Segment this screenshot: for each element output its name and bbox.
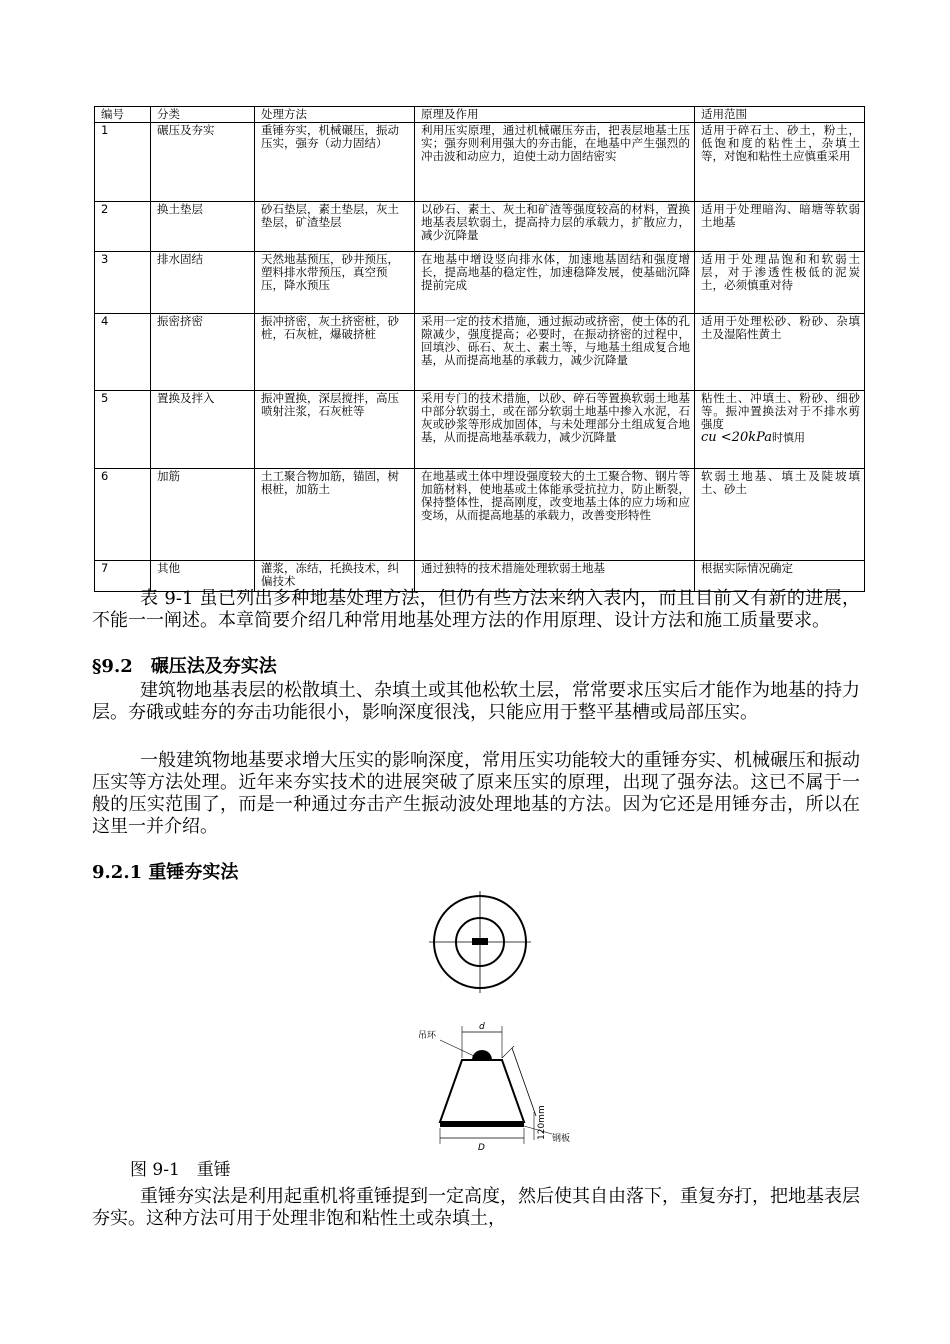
scope-tail: 时慎用 xyxy=(772,431,806,444)
cell-methods: 振冲置换，深层搅拌，高压喷射注浆，石灰桩等 xyxy=(255,391,415,469)
cell-number: 2 xyxy=(95,202,151,252)
table-row xyxy=(95,252,865,314)
section-heading-9-2: §9.2 碾压法及夯实法 xyxy=(92,656,277,677)
header-method: 处理方法 xyxy=(255,107,415,123)
cell-methods: 天然地基预压，砂井预压，塑料排水带预压，真空预压，降水预压 xyxy=(255,252,415,314)
header-scope: 适用范围 xyxy=(695,107,865,123)
cell-principle: 在地基或土体中埋设强度较大的土工聚合物、钢片等加筋材料，使地基或土体能承受抗拉力，防止断裂，保持整体性，提高刚度，改变地基土体的应力场和应变场，从而提高地基的承载力，改善变形特性 xyxy=(415,469,695,561)
table-row xyxy=(95,314,865,391)
paragraph-table-note: 表 9-1 虽已列出多种地基处理方法，但仍有些方法来纳入表内，而且目前又有新的进展，不能一一阐述。本章简要介绍几种常用地基处理方法的作用原理、设计方法和施工质量要求。 xyxy=(92,588,860,631)
cell-scope: 适用于处理松砂、粉砂、杂填土及湿陷性黄土 xyxy=(695,314,865,391)
cell-principle: 采用专门的技术措施，以砂、碎石等置换软弱土地基中部分软弱土，或在部分软弱土地基中掺入水泥，石灰或砂浆等形成加固体，与未处理部分土组成复合地基，从而提高地基承载力，减少沉降量 xyxy=(415,391,695,469)
hammer-side-view-figure xyxy=(412,1012,602,1152)
header-category: 分类 xyxy=(151,107,255,123)
cell-principle: 在地基中增设竖向排水体，加速地基固结和强度增长，提高地基的稳定性，加速稳降发展，使基础沉降提前完成 xyxy=(415,252,695,314)
scope-text: 粘性土、冲填土、粉砂、细砂等。振冲置换法对于不排水剪强度 xyxy=(701,391,860,431)
cell-principle: 通过独特的技术措施处理软弱土地基 xyxy=(415,561,695,592)
header-principle: 原理及作用 xyxy=(415,107,695,123)
figure-label-d: d xyxy=(479,1022,485,1032)
table-header-row xyxy=(95,107,865,123)
cell-number: 1 xyxy=(95,123,151,202)
cell-number: 6 xyxy=(95,469,151,561)
cell-scope: 适用于处理品饱和和软弱土层，对于渗透性极低的泥炭土，必须慎重对待 xyxy=(695,252,865,314)
cell-category: 换土垫层 xyxy=(151,202,255,252)
cell-category: 置换及拌入 xyxy=(151,391,255,469)
cell-methods: 砂石垫层，素土垫层，灰土垫层，矿渣垫层 xyxy=(255,202,415,252)
cell-principle: 以砂石、素土、灰土和矿渣等强度较高的材料，置换地基表层软弱土，提高持力层的承载力，扩散应力，减少沉降量 xyxy=(415,202,695,252)
cell-methods: 土工聚合物加筋，锚固，树根桩，加筋土 xyxy=(255,469,415,561)
paragraph-heavy-hammer: 重锤夯实法是利用起重机将重锤提到一定高度，然后使其自由落下，重复夯打，把地基表层夯实。这种方法可用于处理非饱和粘性土或杂填土， xyxy=(92,1186,860,1229)
paragraph-compaction-depth: 一般建筑物地基要求增大压实的影响深度，常用压实功能较大的重锤夯实、机械碾压和振动压实等方法处理。近年来夯实技术的进展突破了原来压实的原理，出现了强夯法。这已不属于一般的压实范围了，而是一种通过夯击产生振动波处理地基的方法。因为它还是用锤夯击，所以在这里一并介绍。 xyxy=(92,750,860,837)
cell-scope: 软弱土地基、填土及陡坡填土、砂土 xyxy=(695,469,865,561)
cell-scope xyxy=(695,391,865,469)
undrained-strength-formula: cu <20kPa xyxy=(701,430,773,445)
subsection-heading-9-2-1: 9.2.1 重锤夯实法 xyxy=(92,862,239,883)
figure-label-height: 120mm xyxy=(537,1105,547,1140)
header-number: 编号 xyxy=(95,107,151,123)
cell-principle: 采用一定的技术措施，通过振动或挤密，使土体的孔隙减少，强度提高；必要时，在振动挤密的过程中，回填沙、砾石、灰土、素土等，与地基土组成复合地基，从而提高地基的承载力，减少沉降量 xyxy=(415,314,695,391)
cell-category: 排水固结 xyxy=(151,252,255,314)
table-row xyxy=(95,561,865,592)
cell-category: 其他 xyxy=(151,561,255,592)
cell-number: 5 xyxy=(95,391,151,469)
soil-treatment-table xyxy=(94,106,865,592)
table-row xyxy=(95,123,865,202)
cell-methods: 灌浆，冻结，托换技术，纠偏技术 xyxy=(255,561,415,592)
figure-label-D: D xyxy=(478,1143,485,1152)
cell-methods: 重锤夯实，机械碾压，振动压实，强夯（动力固结） xyxy=(255,123,415,202)
cell-principle: 利用压实原理，通过机械碾压夯击，把表层地基土压实；强夯则利用强大的夯击能，在地基中产生强烈的冲击波和动应力，迫使土动力固结密实 xyxy=(415,123,695,202)
figure-label-ring: 吊环 xyxy=(418,1031,437,1041)
paragraph-surface-fill: 建筑物地基表层的松散填土、杂填土或其他松软土层，常常要求压实后才能作为地基的持力层。夯硪或蛙夯的夯击功能很小，影响深度很浅，只能应用于整平基槽或局部压实。 xyxy=(92,680,860,723)
cell-number: 3 xyxy=(95,252,151,314)
cell-scope: 适用于处理暗沟、暗塘等软弱土地基 xyxy=(695,202,865,252)
table-row xyxy=(95,202,865,252)
hammer-top-view-figure xyxy=(425,887,535,997)
cell-number: 7 xyxy=(95,561,151,592)
table-row xyxy=(95,469,865,561)
figure-caption: 图 9-1 重锤 xyxy=(130,1160,231,1180)
cell-category: 加筋 xyxy=(151,469,255,561)
cell-number: 4 xyxy=(95,314,151,391)
cell-scope: 适用于碎石土、砂土，粉土，低饱和度的粘性土，杂填土等，对饱和粘性土应慎重采用 xyxy=(695,123,865,202)
cell-category: 碾压及夯实 xyxy=(151,123,255,202)
figure-label-plate: 钢板 xyxy=(552,1134,571,1144)
cell-methods: 振冲挤密，灰土挤密桩，砂桩，石灰桩，爆破挤桩 xyxy=(255,314,415,391)
cell-category: 振密挤密 xyxy=(151,314,255,391)
table-row xyxy=(95,391,865,469)
cell-scope: 根据实际情况确定 xyxy=(695,561,865,592)
